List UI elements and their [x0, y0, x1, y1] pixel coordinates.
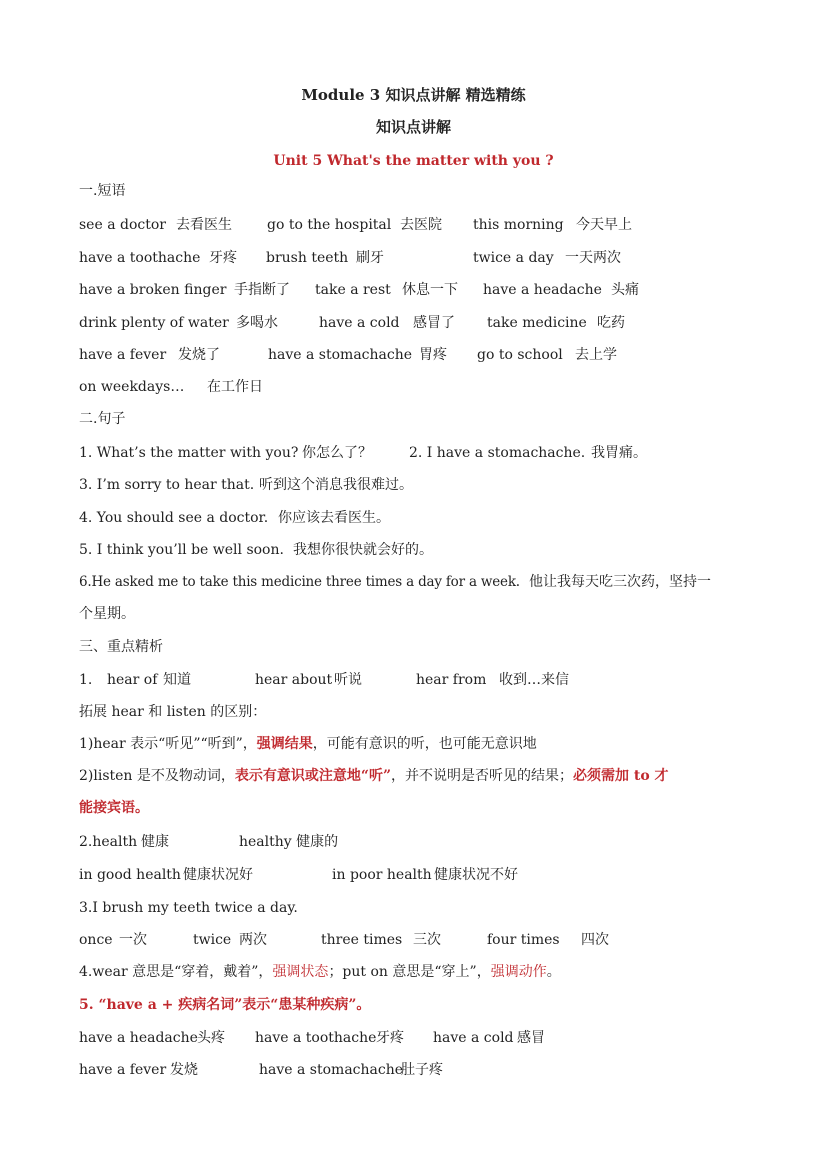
phrase-zh: 吃药 [597, 315, 625, 331]
text: 的区别： [205, 704, 267, 720]
sentence-en: 6.He asked me to take this medicine three times a day for a week. [79, 574, 520, 590]
phrase-zh: 一次 [119, 932, 147, 948]
text: 4.wear 意思是“穿着，戴着”， [79, 964, 273, 980]
phrase-zh: 头痛 [611, 282, 639, 298]
phrase-zh: 感冒 [517, 1030, 545, 1046]
phrase-en: have a cold [319, 315, 400, 331]
sentence-zh: 他让我每天吃三次药，坚持一 [529, 574, 711, 590]
text: ，并不说明是否听见的结果； [391, 768, 573, 784]
phrase-zh: 在工作日 [207, 379, 263, 395]
phrase-en: have a broken finger [79, 282, 227, 298]
highlight-text: 表示有意识或注意地“听” [234, 768, 391, 784]
phrase-zh: 多喝水 [236, 315, 278, 331]
phrase-zh: 牙疼 [376, 1030, 404, 1046]
phrase-en: have a fever [79, 1062, 167, 1078]
point-number: 1. [79, 672, 93, 688]
text: 1)hear 表示“听见”“听到”， [79, 736, 257, 752]
sentence-zh: 听到这个消息我很难过。 [259, 477, 413, 493]
phrase-zh: 今天早上 [576, 217, 632, 233]
phrase-en: brush teeth [266, 250, 349, 266]
sentence-en: 3. I’m sorry to hear that. [79, 477, 255, 493]
text: listen [166, 704, 206, 720]
phrase-zh: 手指断了 [234, 282, 290, 298]
phrase-zh: 知道 [163, 672, 191, 688]
phrase-en: have a stomachache [259, 1062, 404, 1078]
text: 。 [546, 964, 561, 980]
phrase-zh: 发烧 [170, 1062, 198, 1078]
phrase-zh: 去看医生 [176, 217, 232, 233]
section-heading-phrases: 一.短语 [79, 183, 126, 199]
text: hear [111, 704, 144, 720]
sentence-en: 1. What’s the matter with you? [79, 445, 299, 461]
phrase-en: on weekdays… [79, 379, 185, 395]
phrase-en: go to school [477, 347, 563, 363]
phrase-zh: 休息一下 [402, 282, 458, 298]
highlight-continuation: 能接宾语。 [79, 800, 149, 816]
phrase-en: have a toothache [255, 1030, 377, 1046]
sentence-zh: 我胃痛。 [591, 445, 647, 461]
highlight-text: 强调状态 [272, 964, 329, 980]
phrase-en: hear about [255, 672, 333, 688]
section-heading-analysis: 三、重点精析 [79, 639, 163, 655]
phrase-en: take a rest [315, 282, 391, 298]
phrase-en: have a toothache [79, 250, 201, 266]
phrase-zh: 感冒了 [413, 315, 455, 331]
text: ；put on 意思是“穿上”， [328, 964, 491, 980]
phrase-zh: 牙疼 [209, 250, 237, 266]
phrase-en: three times [321, 932, 403, 948]
sentence-zh: 你怎么了？ [302, 445, 372, 461]
highlight-text: 必须需加 to 才 [573, 768, 669, 784]
highlight-text: 强调结果 [256, 736, 313, 752]
phrase-en: hear of [107, 672, 158, 688]
text: 2)listen 是不及物动词， [79, 768, 235, 784]
point-row [79, 734, 787, 754]
phrase-en: go to the hospital [267, 217, 392, 233]
phrase-zh: 健康状况不好 [434, 867, 518, 883]
phrase-en: this morning [473, 217, 564, 233]
section-heading-sentences: 二.句子 [79, 411, 126, 427]
phrase-en: twice [193, 932, 232, 948]
phrase-en: four times [487, 932, 560, 948]
point-row [79, 702, 787, 722]
point-row [79, 962, 787, 982]
phrase-zh: 刷牙 [356, 250, 384, 266]
text: 拓展 [79, 704, 112, 720]
phrase-zh: 听说 [334, 672, 362, 688]
point-row-highlight: 5. “have a + 疾病名词”表示“患某种疾病”。 [79, 997, 371, 1013]
phrase-en: healthy 健康的 [239, 834, 339, 850]
sentence-continuation: 个星期。 [79, 606, 135, 622]
phrase-en: have a fever [79, 347, 167, 363]
text: ，可能有意识的听，也可能无意识地 [312, 736, 537, 752]
phrase-en: in poor health [332, 867, 432, 883]
document-title: Module 3 知识点讲解 精选精练 [301, 86, 526, 104]
phrase-en: twice a day [473, 250, 554, 266]
phrase-en: have a cold [433, 1030, 514, 1046]
phrase-zh: 健康状况好 [183, 867, 253, 883]
sentence-zh: 我想你很快就会好的。 [293, 542, 433, 558]
point-row [79, 766, 787, 786]
phrase-zh: 三次 [413, 932, 441, 948]
phrase-zh: 头疼 [197, 1030, 225, 1046]
sentence-en: 4. You should see a doctor. [79, 510, 269, 526]
highlight-text: 强调动作 [490, 964, 547, 980]
phrase-zh: 两次 [239, 932, 267, 948]
phrase-zh: 去上学 [575, 347, 617, 363]
phrase-en: hear from [416, 672, 487, 688]
unit-heading: Unit 5 What's the matter with you ? [273, 153, 554, 169]
phrase-en: in good health [79, 867, 181, 883]
phrase-en: 2.health [79, 834, 138, 850]
sentence-en: 2. I have a stomachache. [409, 445, 586, 461]
document-subtitle: 知识点讲解 [375, 118, 451, 136]
point-row: 3.I brush my teeth twice a day. [79, 900, 298, 916]
phrase-zh: 收到…来信 [499, 672, 569, 688]
sentence-en: 5. I think you’ll be well soon. [79, 542, 284, 558]
phrase-zh: 肚子疼 [401, 1062, 443, 1078]
text: 和 [143, 704, 167, 720]
phrase-zh: 健康 [141, 834, 169, 850]
phrase-en: see a doctor [79, 217, 166, 233]
phrase-zh: 胃疼 [419, 347, 447, 363]
phrase-en: have a stomachache [268, 347, 413, 363]
phrase-en: take medicine [487, 315, 587, 331]
phrase-en: have a headache [79, 1030, 198, 1046]
phrase-zh: 发烧了 [178, 347, 220, 363]
phrase-zh: 四次 [581, 932, 609, 948]
phrase-en: drink plenty of water [79, 315, 229, 331]
phrase-en: have a headache [483, 282, 602, 298]
phrase-zh: 去医院 [400, 217, 442, 233]
phrase-en: once [79, 932, 113, 948]
phrase-zh: 一天两次 [565, 250, 621, 266]
sentence-zh: 你应该去看医生。 [278, 510, 390, 526]
